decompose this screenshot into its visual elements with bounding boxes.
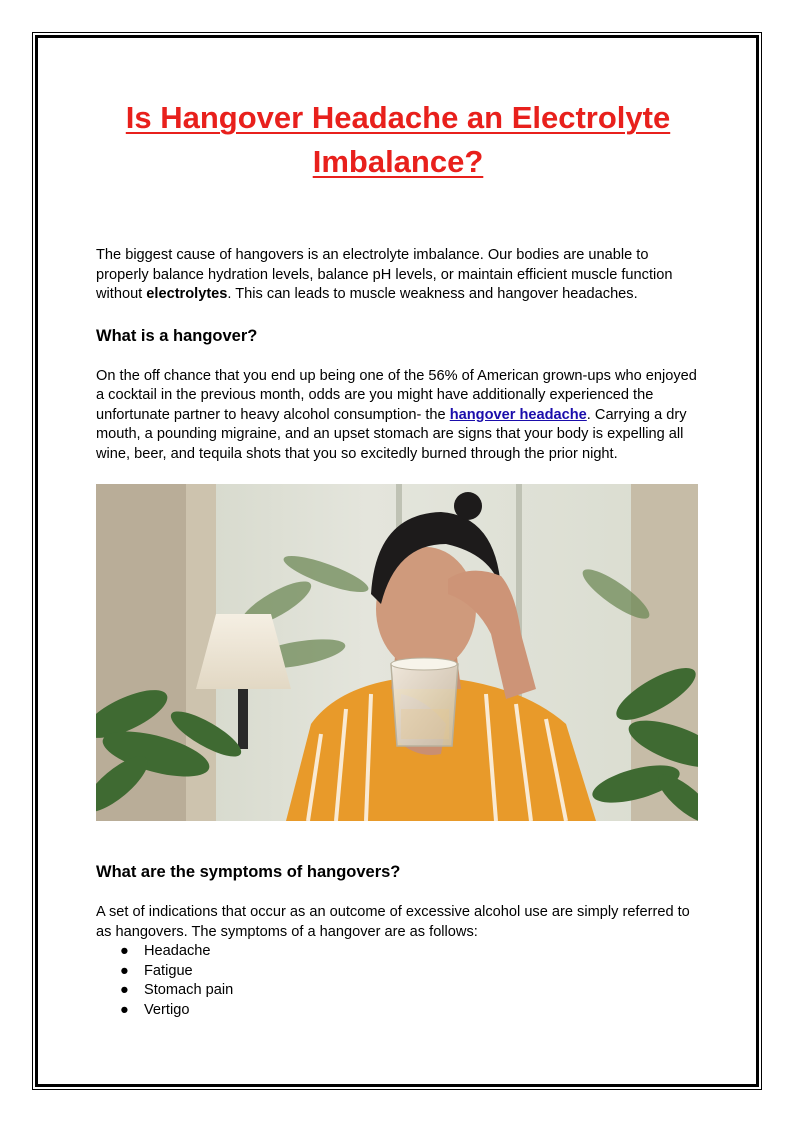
document-body [96, 96, 700, 1020]
hangover-headache-link[interactable]: hangover headache [449, 406, 587, 423]
bullet-icon: ● [120, 1001, 129, 1018]
electrolytes-bold-text: electrolytes [146, 286, 228, 302]
list-item [96, 942, 700, 962]
symptoms-intro-paragraph: A set of indications that occur as an outcome of excessive alcohol use are simply referred to as hangovers. The symptoms of a hangover are as follows: [96, 904, 690, 940]
bullet-icon: ● [120, 982, 129, 998]
bullet-icon: ● [120, 962, 129, 979]
symptom-text: Fatigue [144, 962, 193, 979]
section-heading-what-is-hangover: What is a hangover? [96, 326, 258, 345]
list-item [96, 1001, 700, 1021]
list-item [96, 962, 700, 982]
symptom-text: Vertigo [144, 1001, 190, 1018]
hangover-text-start: On the off chance that you end up being one of the 56% of American grown-ups who enjoyed a cocktail in the previous month, odds are you might have additionally experienced the unfortunate partner to heavy alcohol consumption- the [96, 367, 697, 423]
intro-paragraph [96, 246, 700, 305]
woman-drinking-water-photo [96, 484, 698, 821]
hangover-description-paragraph [96, 367, 700, 465]
list-item [96, 981, 700, 1001]
page-title: Is Hangover Headache an Electrolyte Imbalance? [125, 100, 671, 179]
intro-text-end: . This can leads to muscle weakness and hangover headaches. [227, 286, 638, 302]
symptom-text: Headache [144, 943, 211, 959]
symptoms-list [96, 942, 700, 1020]
symptom-text: Stomach pain [144, 982, 234, 998]
section-heading-symptoms: What are the symptoms of hangovers? [96, 863, 401, 881]
hangover-text-end: . Carrying a dry mouth, a pounding migraine, and an upset stomach are signs that your body is expelling all wine, beer, and tequila shots that you so excitedly burned through the prior night. [96, 406, 687, 462]
bullet-icon: ● [120, 943, 129, 959]
intro-text-start: The biggest cause of hangovers is an electrolyte imbalance. Our bodies are unable to properly balance hydration levels, balance pH levels, or maintain efficient muscle function without [96, 247, 673, 302]
